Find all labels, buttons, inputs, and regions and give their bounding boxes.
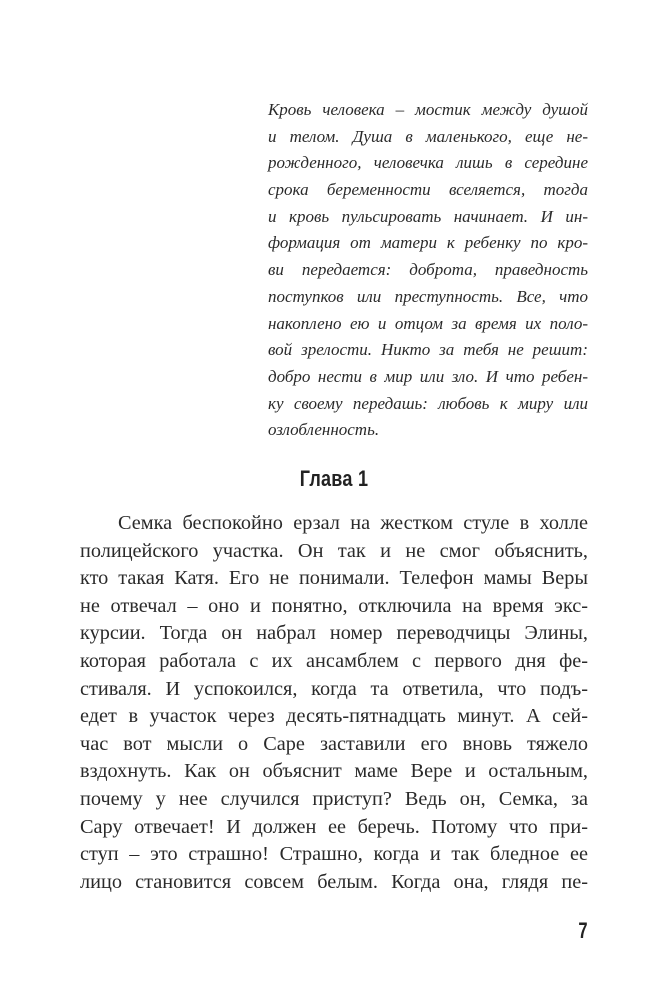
epigraph-line: рожденного, человечка лишь в середине [268,153,588,173]
body-text [80,510,588,896]
epigraph-line: и кровь пульсировать начинает. И ин- [268,206,588,226]
body-line: едет в участок через десять-пятнадцать минут. А сей- [80,705,588,728]
epigraph-line: накоплено ею и отцом за время их поло- [268,313,588,333]
body-line: которая работала с их ансамблем с первого дня фе- [80,649,588,672]
epigraph-line: добро нести в мир или зло. И что ребен- [268,366,588,386]
body-line: полицейского участка. Он так и не смог объяснить, [80,539,588,562]
body-line: кто такая Катя. Его не понимали. Телефон мамы Веры [80,567,588,590]
epigraph-line: Кровь человека – мостик между душой [268,100,588,119]
epigraph-line: поступков или преступность. Все, что [268,286,588,306]
body-line: ступ – это страшно! Страшно, когда и так бледное ее [80,843,588,866]
page-number: 7 [578,918,588,943]
epigraph-line: озлобленность. [268,420,380,440]
epigraph-line: срока беременности вселяется, тогда [268,180,588,200]
body-line: час вот мысли о Саре заставили его вновь тяжело [80,732,588,755]
epigraph-line: формация от матери к ребенку по кро- [268,233,588,253]
epigraph [268,97,588,444]
body-line: почему у нее случился приступ? Ведь он, Семка, за [80,787,588,810]
body-line: не отвечал – оно и понятно, отключила на время экс- [80,594,588,617]
epigraph-line: вой зрелости. Никто за тебя не решит: [268,340,588,360]
body-line: Семка беспокойно ерзал на жестком стуле в холле [118,512,588,534]
chapter-title: Глава 1 [299,466,369,491]
epigraph-line: ку своему передашь: любовь к миру или [268,393,588,413]
epigraph-line: ви передается: доброта, праведность [268,260,588,280]
body-line: вздохнуть. Как он объяснит маме Вере и остальным, [80,760,588,783]
body-line: стиваля. И успокоился, когда та ответила, что подъ- [80,677,588,700]
body-line: курсии. Тогда он набрал номер переводчицы Элины, [80,622,588,645]
body-line: лицо становится совсем белым. Когда она, глядя пе- [80,870,588,893]
body-line: Сару отвечает! И должен ее беречь. Потому что при- [80,815,588,838]
epigraph-line: и телом. Душа в маленького, еще не- [268,126,588,146]
